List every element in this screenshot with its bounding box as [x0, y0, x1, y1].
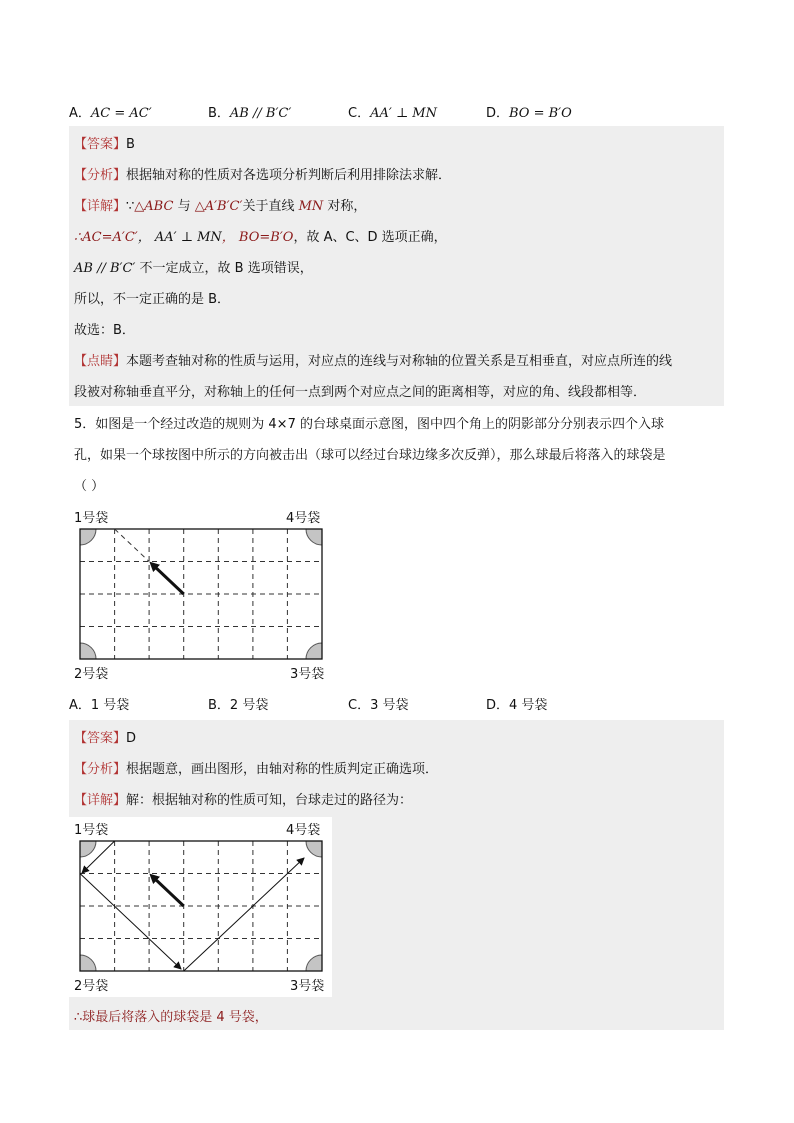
pocket-label-4: 4号袋	[286, 511, 321, 526]
comment-text: 本题考查轴对称的性质与运用，对应点的连线与对称轴的位置关系是互相垂直，对应点所连的线	[126, 354, 673, 369]
comment-text: 段被对称轴垂直平分，对称轴上的任何一点到两个对应点之间的距离相等，对应的角、线段都相等．	[74, 385, 647, 400]
q4-analysis-line	[74, 164, 451, 183]
q5-detail-line	[74, 789, 412, 808]
q4-detail-line-4	[74, 288, 230, 307]
equation-ab-parallel: AB // B′C′	[74, 261, 136, 276]
detail-tag: 【详解】	[74, 793, 127, 808]
detail-text: 解：根据轴对称的性质可知，台球走过的路径为：	[126, 793, 413, 808]
equation-aa-perp: ， AA′ ⊥ MN	[137, 230, 222, 245]
q4-detail-line-1	[74, 195, 366, 214]
answer-value: B	[126, 137, 135, 152]
equation-ac: ∴AC=A′C′	[74, 230, 138, 245]
q5-conclusion-line	[74, 1006, 268, 1025]
billiard-figure-question	[66, 505, 336, 685]
q4-option-a	[69, 102, 152, 121]
q5-option-d	[486, 694, 547, 713]
grid-lines	[80, 841, 322, 971]
option-expr: AC = AC′	[90, 106, 152, 121]
option-text: 4 号袋	[509, 698, 548, 713]
pocket-label-2: 2号袋	[74, 979, 109, 994]
detail-text: 不一定成立，故 B 选项错误，	[135, 261, 313, 276]
billiard-path-diagram	[66, 817, 332, 997]
triangle-a-prime: △A′B′C′	[194, 199, 243, 214]
detail-text: ，故 A、C、D 选项正确，	[293, 230, 447, 245]
answer-tag: 【答案】	[74, 137, 127, 152]
q4-detail-line-2	[74, 226, 447, 245]
detail-text: 对称，	[323, 199, 367, 214]
option-expr: AB // B′C′	[229, 106, 292, 121]
stem-text: （ ）	[74, 479, 105, 494]
q5-analysis-line	[74, 758, 438, 777]
pocket-label-2: 2号袋	[74, 667, 109, 682]
option-letter: A．	[69, 698, 91, 713]
q5-answer-line	[74, 727, 136, 746]
conclusion-text: ∴球最后将落入的球袋是 4 号袋，	[74, 1010, 268, 1025]
q5-stem-line-3	[74, 475, 104, 494]
shot-arrow-icon	[153, 877, 184, 906]
q4-option-d	[486, 102, 572, 121]
pocket-label-1: 1号袋	[74, 823, 109, 838]
detail-tag: 【详解】	[74, 199, 127, 214]
pocket-2-icon	[80, 955, 96, 971]
q5-option-c	[348, 694, 408, 713]
billiard-table-diagram	[66, 505, 336, 685]
detail-text: 与	[173, 199, 195, 214]
option-text: 1 号袋	[90, 698, 130, 713]
pocket-4-icon	[306, 529, 322, 545]
pocket-4-icon	[306, 841, 322, 857]
q4-detail-line-3	[74, 257, 313, 276]
detail-text: 关于直线	[242, 199, 299, 214]
option-letter: D．	[486, 698, 510, 713]
analysis-tag: 【分析】	[74, 168, 127, 183]
q5-stem-line-1	[74, 413, 664, 432]
option-letter: B．	[208, 106, 230, 121]
answer-value: D	[126, 731, 137, 746]
option-letter: C．	[348, 106, 371, 121]
pocket-label-3: 3号袋	[290, 979, 325, 994]
pocket-label-3: 3号袋	[290, 667, 325, 682]
pocket-label-1: 1号袋	[74, 511, 109, 526]
option-expr: BO = B′O	[509, 106, 572, 121]
option-letter: D．	[486, 106, 510, 121]
option-expr: AA′ ⊥ MN	[370, 106, 437, 121]
answer-tag: 【答案】	[74, 731, 127, 746]
q4-option-b	[208, 102, 291, 121]
option-letter: A．	[69, 106, 91, 121]
option-letter: C．	[348, 698, 371, 713]
because-symbol: ∵	[126, 199, 135, 214]
shot-arrow-icon	[153, 565, 184, 594]
triangle-abc: △ABC	[134, 199, 174, 214]
pocket-3-icon	[306, 955, 322, 971]
pocket-1-icon	[80, 841, 96, 857]
equation-bo: ， BO=B′O	[221, 230, 294, 245]
line-mn: MN	[298, 199, 324, 214]
stem-text: 孔，如果一个球按图中所示的方向被击出（球可以经过台球边缘多次反弹），那么球最后将落入的球袋是	[74, 448, 666, 463]
analysis-text: 根据题意，画出图形，由轴对称的性质判定正确选项．	[126, 762, 439, 777]
grid-lines	[80, 529, 322, 659]
pocket-label-4: 4号袋	[286, 823, 321, 838]
q4-detail-line-5	[74, 319, 135, 338]
option-letter: B．	[208, 698, 230, 713]
pocket-2-icon	[80, 643, 96, 659]
q4-options-row	[69, 102, 724, 120]
analysis-tag: 【分析】	[74, 762, 127, 777]
q4-answer-line	[74, 133, 135, 152]
option-text: 3 号袋	[370, 698, 409, 713]
q5-options-row	[69, 694, 724, 712]
detail-text: 所以，不一定正确的是 B．	[74, 292, 231, 307]
dashed-direction-line	[115, 529, 150, 562]
detail-text: 故选：B．	[74, 323, 135, 338]
q5-stem-line-2	[74, 444, 666, 463]
q5-option-b	[208, 694, 268, 713]
q4-comment-line-1	[74, 350, 672, 369]
billiard-figure-solution	[66, 817, 332, 997]
stem-text: 5．如图是一个经过改造的规则为 4×7 的台球桌面示意图，图中四个角上的阴影部分分别表示四个入球	[74, 417, 664, 432]
pocket-1-icon	[80, 529, 96, 545]
q4-option-c	[348, 102, 437, 121]
pocket-3-icon	[306, 643, 322, 659]
option-text: 2 号袋	[229, 698, 269, 713]
analysis-text: 根据轴对称的性质对各选项分析判断后利用排除法求解．	[126, 168, 452, 183]
comment-tag: 【点睛】	[74, 354, 127, 369]
q4-comment-line-2	[74, 381, 646, 400]
q5-option-a	[69, 694, 129, 713]
